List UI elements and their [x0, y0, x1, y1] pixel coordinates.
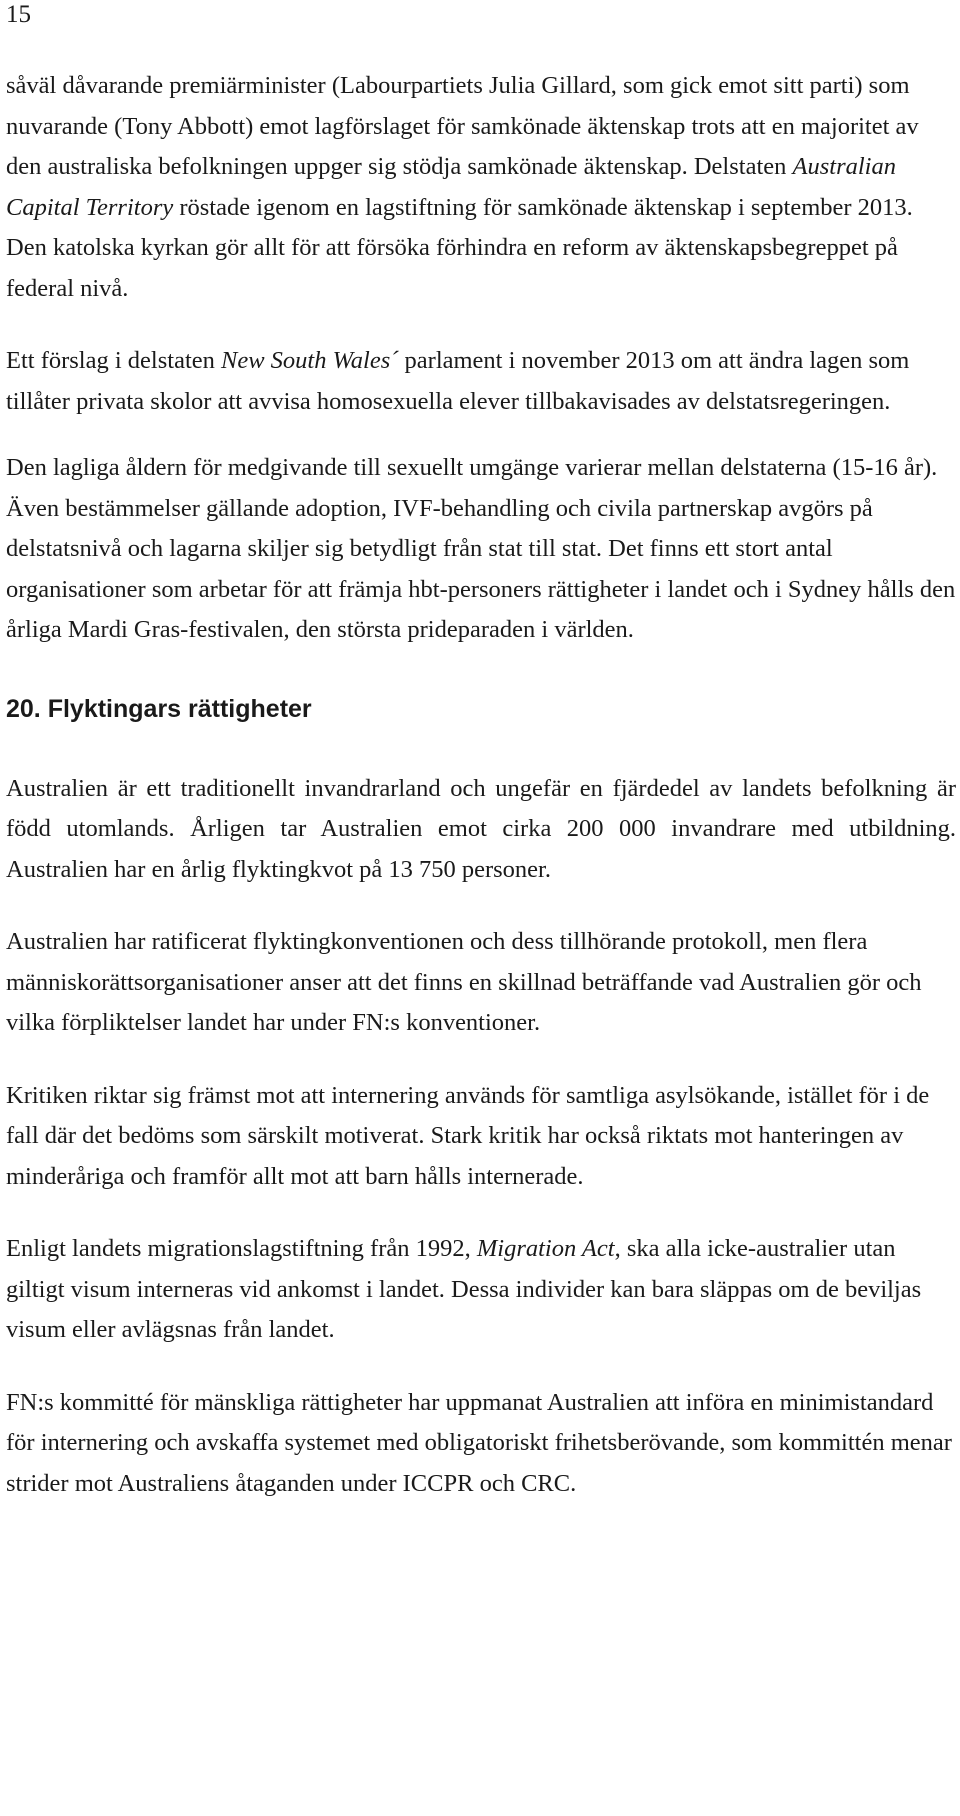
paragraph-invandrarland: Australien är ett traditionellt invandrarland och ungefär en fjärdedel av landets befolkning är född utomlands. Årligen tar Australien emot cirka 200 000 invandrare med utbildning. Australien har en årlig flyktingkvot på 13 750 personer.	[6, 774, 956, 883]
page-number: 15	[6, 1, 31, 28]
paragraph-text: Ett förslag i delstaten	[6, 347, 221, 374]
paragraph-fn-kommitte: FN:s kommitté för mänskliga rättigheter har uppmanat Australien att införa en minimistandard för internering och avskaffa systemet med obligatoriskt frihetsberövande, som kommittén menar strider mot Australiens åtaganden under ICCPR och CRC.	[6, 1388, 952, 1497]
paragraph-migration-act	[6, 1229, 956, 1351]
italic-term: New South Wales´	[221, 347, 399, 374]
paragraph-new-south-wales	[6, 341, 956, 422]
paragraph-text: såväl dåvarande premiärminister (Labourpartiets Julia Gillard, som gick emot sitt parti) som nuvarande (Tony Abbott) emot lagförslaget för samkönade äktenskap trots att en majoritet av den australiska befolkningen uppger sig stödja samkönade äktenskap. Delstaten	[6, 72, 919, 180]
paragraph-text: Enligt landets migrationslagstiftning från 1992,	[6, 1235, 477, 1262]
paragraph-text: röstade igenom en lagstiftning för samkönade äktenskap i september 2013. Den katolska kyrkan gör allt för att försöka förhindra en reform av äktenskapsbegreppet på federal nivå.	[6, 193, 913, 302]
paragraph-text: , ska alla icke-australier utan giltigt visum interneras vid ankomst i landet. Dessa individer kan bara släppas om de beviljas visum eller avlägsnas från landet.	[6, 1235, 922, 1343]
paragraph-text: parlament i november 2013 om att ändra lagen som tillåter privata skolor att avvisa homosexuella elever tillbakavisades av delstatsregeringen.	[6, 347, 910, 415]
document-body	[6, 66, 956, 1504]
italic-term: Australian Capital Territory	[6, 153, 896, 221]
paragraph-flyktingkonventionen: Australien har ratificerat flyktingkonventionen och dess tillhörande protokoll, men flera människorättsorganisationer anser att det finns en skillnad beträffande vad Australien gör och vilka förpliktelser landet har under FN:s konventioner.	[6, 928, 922, 1036]
italic-term: Migration Act	[476, 1235, 615, 1262]
section-heading: 20. Flyktingars rättigheter	[6, 694, 312, 723]
paragraph-laglig-alder: Den lagliga åldern för medgivande till sexuellt umgänge varierar mellan delstaterna (15-16 år). Även bestämmelser gällande adoption, IVF-behandling och civila partnerskap avgörs på delstatsnivå och lagarna skiljer sig betydligt från stat till stat. Det finns ett stort antal organisationer som arbetar för att främja hbt-personers rättigheter i landet och i Sydney hålls den årliga Mardi Gras-festivalen, den största prideparaden i världen.	[6, 454, 956, 643]
paragraph-samkonade-aktenskap	[6, 66, 956, 309]
paragraph-internering-kritik: Kritiken riktar sig främst mot att internering används för samtliga asylsökande, istället för i de fall där det bedöms som särskilt motiverat. Stark kritik har också riktats mot hanteringen av minderåriga och framför allt mot att barn hålls internerade.	[6, 1081, 930, 1190]
